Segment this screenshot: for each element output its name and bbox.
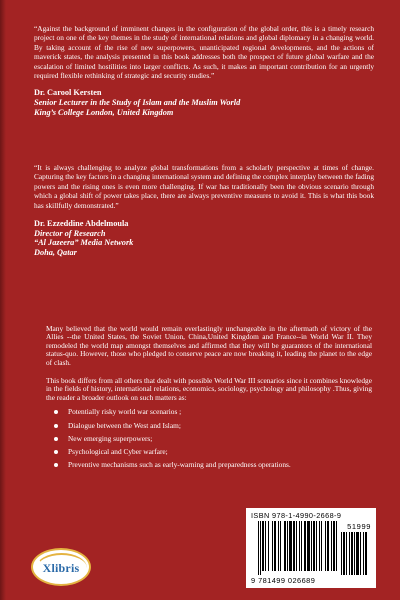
endorsement-signature (34, 88, 374, 117)
barcode-bar (278, 521, 279, 571)
endorsement-1 (34, 24, 374, 117)
endorser-organization: “Al Jazeera” Media Network (34, 238, 134, 248)
endorser-location: Doha, Qatar (34, 247, 77, 257)
barcode-bar (284, 521, 286, 571)
barcode-bar (343, 532, 345, 575)
barcode-bar (341, 532, 342, 575)
list-item-text: New emerging superpowers; (68, 433, 153, 443)
barcode-bar (319, 521, 320, 571)
barcode-bar (289, 521, 292, 571)
endorsement-quote: “Against the background of imminent changes in the configuration of the global order, this is a timely research project on one of the key themes in the study of international relations and global diplomacy in a changing world. By taking account of the rise of new superpowers, unanticipated regional developments, and the actions of maverick states, the analysis presented in this book addresses both the prospect of future global warfare and the escalation of limited hostilities into larger conflicts. As such, it makes an important contribution for an urgently required flexible rethinking of strategic and security studies.” (34, 24, 374, 81)
list-item-text: Dialogue between the West and Islam; (68, 420, 181, 430)
endorsement-2 (34, 163, 374, 257)
barcode-bar (354, 532, 355, 575)
barcode-bar (360, 532, 361, 575)
barcode-bar (321, 521, 322, 571)
publisher-logo-text: Xlibris (42, 561, 80, 575)
barcode-bar (351, 532, 353, 575)
endorser-title: Director of Research (34, 228, 106, 238)
isbn-label: ISBN 978-1-4990-2668-9 (251, 511, 342, 520)
barcode-bar (307, 521, 310, 571)
endorser-organization: King’s College London, United Kingdom (34, 107, 174, 117)
bullet-icon (54, 463, 58, 467)
endorsement-quote: “It is always challenging to analyze global transformations from a scholarly perspective at times of change. Capturing the key factors in a changing international system and defining the complex interplay between the fading powers and the rising ones is even more challenging. If war has traditionally been the obvious scenario through which a global shift of power takes place, there are always preventive measures to avoid it. This is what this book has skillfully demonstrated.” (34, 163, 374, 210)
barcode-bar (272, 521, 273, 571)
barcode-bar (331, 521, 332, 571)
list-item-text: Potentially risky world war scenarios ; (68, 407, 182, 417)
barcode-bar (265, 521, 266, 571)
barcode-bar (336, 521, 337, 571)
barcode-bar (363, 532, 364, 575)
description-paragraph: This book differs from all others that dealt with possible World War III scenarios since it combines knowledge in the fields of history, international relations, economics, sociology, psychology and philosophy .Thus, giving the reader a broader outlook on such matters as: (46, 376, 372, 402)
barcode-bar (268, 521, 269, 571)
barcode-bar (293, 521, 295, 571)
barcode-number: 9 781499 026689 (251, 576, 316, 585)
barcode-bar (274, 521, 276, 571)
barcode-bar (260, 521, 261, 575)
barcode-bar (299, 521, 300, 571)
bullet-icon (54, 424, 58, 428)
endorser-title: Senior Lecturer in the Study of Islam and the Muslim World (34, 98, 241, 108)
price-code-label: 51999 (347, 522, 371, 531)
list-item (54, 408, 372, 416)
barcode-bar (333, 521, 335, 571)
description-paragraph: Many believed that the world would remain everlastingly unchangeable in the aftermath of victory of the Allies --the United States, the Soviet Union, China,United Kingdom and France--in World War II. They remodeled the world map amongst themselves and affirmed that they will be guarantors of the international status-quo. However, those who pledged to conserve peace are now breaking it, leading the planet to the edge of clash. (46, 324, 372, 367)
barcode-bar (311, 521, 312, 571)
barcode-bars-icon (258, 521, 338, 575)
barcode-bar (356, 532, 359, 575)
barcode-bar (301, 521, 302, 571)
endorsement-signature (34, 219, 374, 257)
barcode-bar (325, 521, 326, 571)
barcode-bar (262, 521, 264, 571)
endorser-name: Dr. Carool Kersten (34, 88, 102, 98)
barcode-bar (346, 532, 347, 575)
barcode-bar (316, 521, 317, 571)
publisher-logo (31, 548, 91, 586)
barcode-bar (258, 521, 259, 575)
spine-shadow (0, 0, 6, 600)
barcode-addon-bars-icon (341, 532, 371, 575)
list-item (54, 448, 372, 456)
barcode-bar (313, 521, 315, 571)
barcode-bar (304, 521, 306, 571)
book-description (46, 325, 372, 475)
topics-list (54, 408, 372, 469)
barcode-bar (365, 532, 367, 575)
barcode-bar (327, 521, 329, 571)
bullet-icon (54, 450, 58, 454)
list-item-text: Preventive mechanisms such as early-warning and preparedness operations. (68, 460, 291, 470)
bullet-icon (54, 437, 58, 441)
barcode-bar (296, 521, 297, 571)
list-item (54, 461, 372, 469)
barcode-bar (349, 532, 350, 575)
list-item (54, 435, 372, 443)
barcode (246, 508, 376, 588)
bullet-icon (54, 410, 58, 414)
barcode-bar (287, 521, 288, 571)
list-item-text: Psychological and Cyber warfare; (68, 447, 168, 457)
barcode-bar (280, 521, 281, 571)
list-item (54, 422, 372, 430)
endorser-name: Dr. Ezzeddine Abdelmoula (34, 219, 129, 229)
